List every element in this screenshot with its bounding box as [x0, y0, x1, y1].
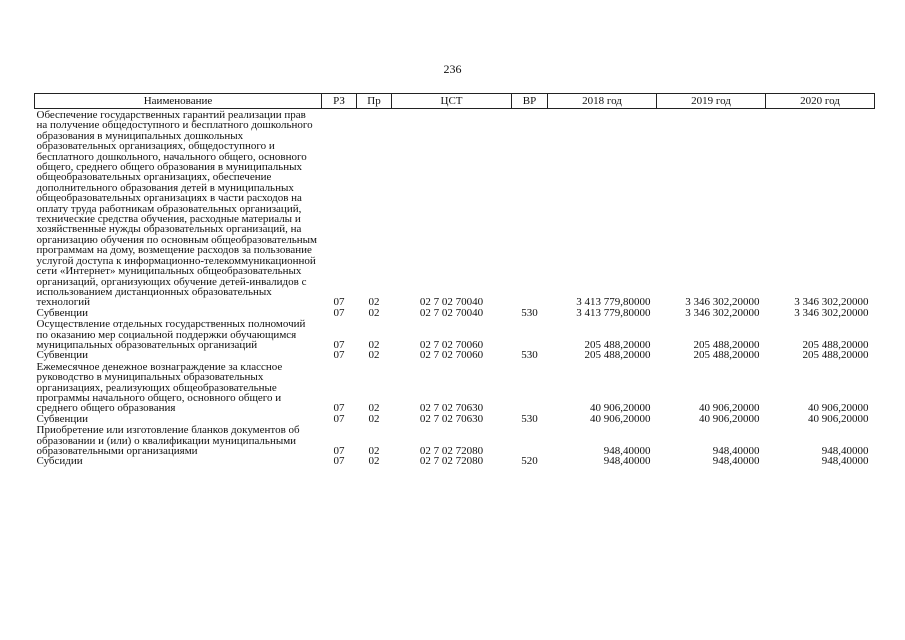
row-rz: 07: [333, 455, 345, 468]
row-2020: 3 346 302,20000: [794, 306, 869, 319]
row-cst: 02 7 02 70040: [419, 296, 484, 309]
budget-table: [34, 93, 875, 468]
table-row: [35, 456, 875, 467]
row-rz: 07: [333, 445, 345, 457]
row-name: Субвенции: [36, 306, 89, 319]
header-2018: 2018 год: [548, 94, 657, 109]
table-row: [35, 109, 875, 308]
row-vr: 530: [521, 306, 538, 319]
row-name: Обеспечение государственных гарантий реализации прав на получение общедоступного и бесплатного дошкольного образования в муниципальных дошкольных образовательных организациях, общедоступного и бесплатного дошкольного, начального общего, основного общего, среднего общего образования в муниципальных общеобразовательных организациях, обеспечение дополнительного образования детей в муниципальных общеобразовательных организациях в части расходов на оплату труда работникам образовательных организаций, технические средства обучения, расходные материалы и хозяйственные нужды образовательных организаций, на организацию обучения по основным общеобразовательным программам на дому, возмещение расходов за пользование услугой доступа к информационно-телекоммуникационной сети «Интернет» муниципальных общеобразовательных организаций, организующих обучение детей-инвалидов с использованием дистанционных образовательных технологий: [36, 109, 317, 309]
row-rz: 07: [333, 412, 345, 425]
header-pr: Пр: [357, 94, 392, 109]
header-2019: 2019 год: [657, 94, 766, 109]
row-2018: 40 906,20000: [590, 412, 651, 425]
row-2019: 948,40000: [712, 445, 760, 457]
row-2018: 3 413 779,80000: [576, 306, 651, 319]
row-2019: 205 488,20000: [693, 338, 760, 351]
row-cst: 02 7 02 70630: [419, 412, 484, 425]
row-2020: 205 488,20000: [802, 349, 869, 362]
header-name: Наименование: [35, 94, 322, 109]
row-pr: 02: [368, 296, 380, 309]
row-pr: 02: [368, 445, 380, 457]
row-2020: 948,40000: [821, 455, 869, 468]
header-vr: ВР: [512, 94, 548, 109]
row-2018: 948,40000: [603, 445, 651, 457]
row-2019: 948,40000: [712, 455, 760, 468]
row-vr: [512, 425, 548, 456]
row-rz: 07: [333, 402, 345, 415]
table-body: [35, 109, 875, 468]
row-pr: 02: [368, 455, 380, 468]
row-pr: 02: [368, 412, 380, 425]
row-2019: 40 906,20000: [699, 412, 760, 425]
row-rz: 07: [333, 338, 345, 351]
row-2020: 3 346 302,20000: [794, 296, 869, 309]
row-2018: 3 413 779,80000: [576, 296, 651, 309]
row-cst: 02 7 02 70040: [419, 306, 484, 319]
row-pr: 02: [368, 338, 380, 351]
table-row: [35, 362, 875, 414]
header-2020: 2020 год: [766, 94, 875, 109]
row-pr: 02: [368, 402, 380, 415]
row-2020: 205 488,20000: [802, 338, 869, 351]
row-2018: 205 488,20000: [584, 338, 651, 351]
row-cst: 02 7 02 70060: [419, 349, 484, 362]
row-vr: [512, 319, 548, 350]
row-vr: 530: [521, 412, 538, 425]
row-name: Приобретение или изготовление бланков документов об образовании и (или) о квалификации муниципальными образовательными организациями: [36, 424, 300, 457]
table-row: [35, 425, 875, 456]
row-cst: 02 7 02 70630: [419, 402, 484, 415]
header-rz: РЗ: [322, 94, 357, 109]
row-2019: 3 346 302,20000: [685, 296, 760, 309]
row-pr: 02: [368, 306, 380, 319]
page-number: 236: [443, 62, 462, 76]
row-name: Субвенции: [36, 349, 89, 362]
row-2019: 40 906,20000: [699, 402, 760, 415]
row-rz: 07: [333, 296, 345, 309]
row-vr: 520: [521, 455, 538, 468]
table-row: [35, 319, 875, 350]
row-2020: 40 906,20000: [808, 402, 869, 415]
row-rz: 07: [333, 306, 345, 319]
row-pr: 02: [368, 349, 380, 362]
row-2019: 205 488,20000: [693, 349, 760, 362]
row-2018: 948,40000: [603, 455, 651, 468]
row-2019: 3 346 302,20000: [685, 306, 760, 319]
row-cst: 02 7 02 72080: [419, 455, 484, 468]
row-vr: 530: [521, 349, 538, 362]
table-header: [35, 94, 875, 109]
row-name: Субвенции: [36, 412, 89, 425]
row-name: Ежемесячное денежное вознаграждение за классное руководство в муниципальных образовательных организациях, реализующих общеобразовательные программы начального общего, основного общего и среднего общего образования: [36, 360, 283, 415]
row-vr: [512, 362, 548, 414]
row-name: Осуществление отдельных государственных полномочий по оказанию мер социальной поддержки обучающимся муниципальных образовательных организаций: [36, 318, 306, 351]
row-2020: 948,40000: [821, 445, 869, 457]
row-cst: 02 7 02 72080: [419, 445, 484, 457]
row-name: Субсидии: [36, 455, 83, 468]
row-2018: 40 906,20000: [590, 402, 651, 415]
row-2020: 40 906,20000: [808, 412, 869, 425]
row-2018: 205 488,20000: [584, 349, 651, 362]
header-cst: ЦСТ: [392, 94, 512, 109]
row-cst: 02 7 02 70060: [419, 338, 484, 351]
row-vr: [512, 109, 548, 308]
row-rz: 07: [333, 349, 345, 362]
